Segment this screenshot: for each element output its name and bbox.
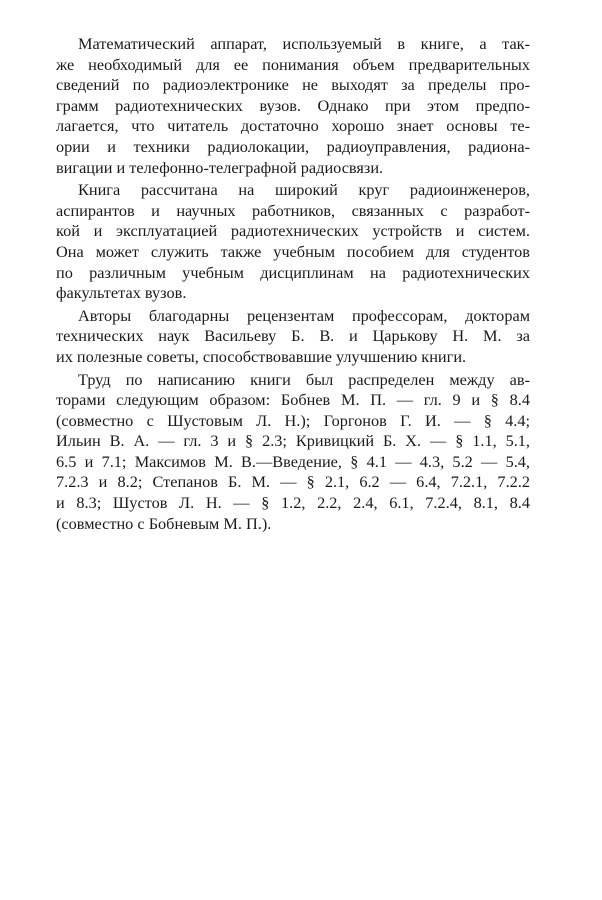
text-line: Она может служить также учебным пособием для студентов [56, 241, 530, 261]
paragraph-acknowledgements [56, 306, 530, 368]
text-line: грамм радиотехнических вузов. Однако при этом предпо- [56, 95, 530, 115]
text-line: факультетах вузов. [56, 283, 187, 303]
text-line: Труд по написанию книги был распределен между ав- [78, 369, 530, 389]
text-line: Математический аппарат, используемый в книге, а так- [78, 34, 530, 53]
text-line: 7.2.3 и 8.2; Степанов Б. М. — § 2.1, 6.2 — 6.4, 7.2.1, 7.2.2 [56, 472, 530, 492]
text-line: лагается, что читатель достаточно хорошо знает основы те- [56, 116, 530, 136]
text-line: аспирантов и научных работников, связанных с разработ- [56, 200, 530, 220]
text-line: (совместно с Шустовым Л. Н.); Горгонов Г. И. — § 4.4; [56, 410, 530, 430]
paragraph-audience [56, 180, 530, 304]
text-line: Ильин В. А. — гл. 3 и § 2.3; Кривицкий Б. Х. — § 1.1, 5.1, [56, 431, 530, 451]
text-line: технических наук Васильеву Б. В. и Царькову Н. М. за [56, 326, 530, 346]
text-line: торами следующим образом: Бобнев М. П. — гл. 9 и § 8.4 [56, 390, 530, 410]
paragraph-math-apparatus [56, 34, 530, 178]
text-line: (совместно с Бобневым М. П.). [56, 513, 272, 533]
text-line: их полезные советы, способствовавшие улучшению книги. [56, 346, 467, 366]
text-line: Книга рассчитана на широкий круг радиоинженеров, [78, 180, 530, 200]
text-line: 6.5 и 7.1; Максимов М. В.—Введение, § 4.1 — 4.3, 5.2 — 5.4, [56, 451, 530, 471]
text-line: вигации и телефонно-телеграфной радиосвязи. [56, 157, 384, 177]
text-line: по различным учебным дисциплинам на радиотехнических [56, 262, 530, 282]
book-page-text [56, 34, 530, 536]
text-line: сведений по радиоэлектронике не выходят за пределы про- [56, 75, 530, 95]
text-line: ории и техники радиолокации, радиоуправления, радиона- [56, 136, 530, 156]
text-line: Авторы благодарны рецензентам профессорам, докторам [78, 305, 530, 325]
text-line: и 8.3; Шустов Л. Н. — § 1.2, 2.2, 2.4, 6.1, 7.2.4, 8.1, 8.4 [56, 493, 530, 513]
text-line: же необходимый для ее понимания объем предварительных [56, 54, 530, 74]
paragraph-authorship [56, 370, 530, 535]
text-line: кой и эксплуатацией радиотехнических устройств и систем. [56, 221, 530, 241]
